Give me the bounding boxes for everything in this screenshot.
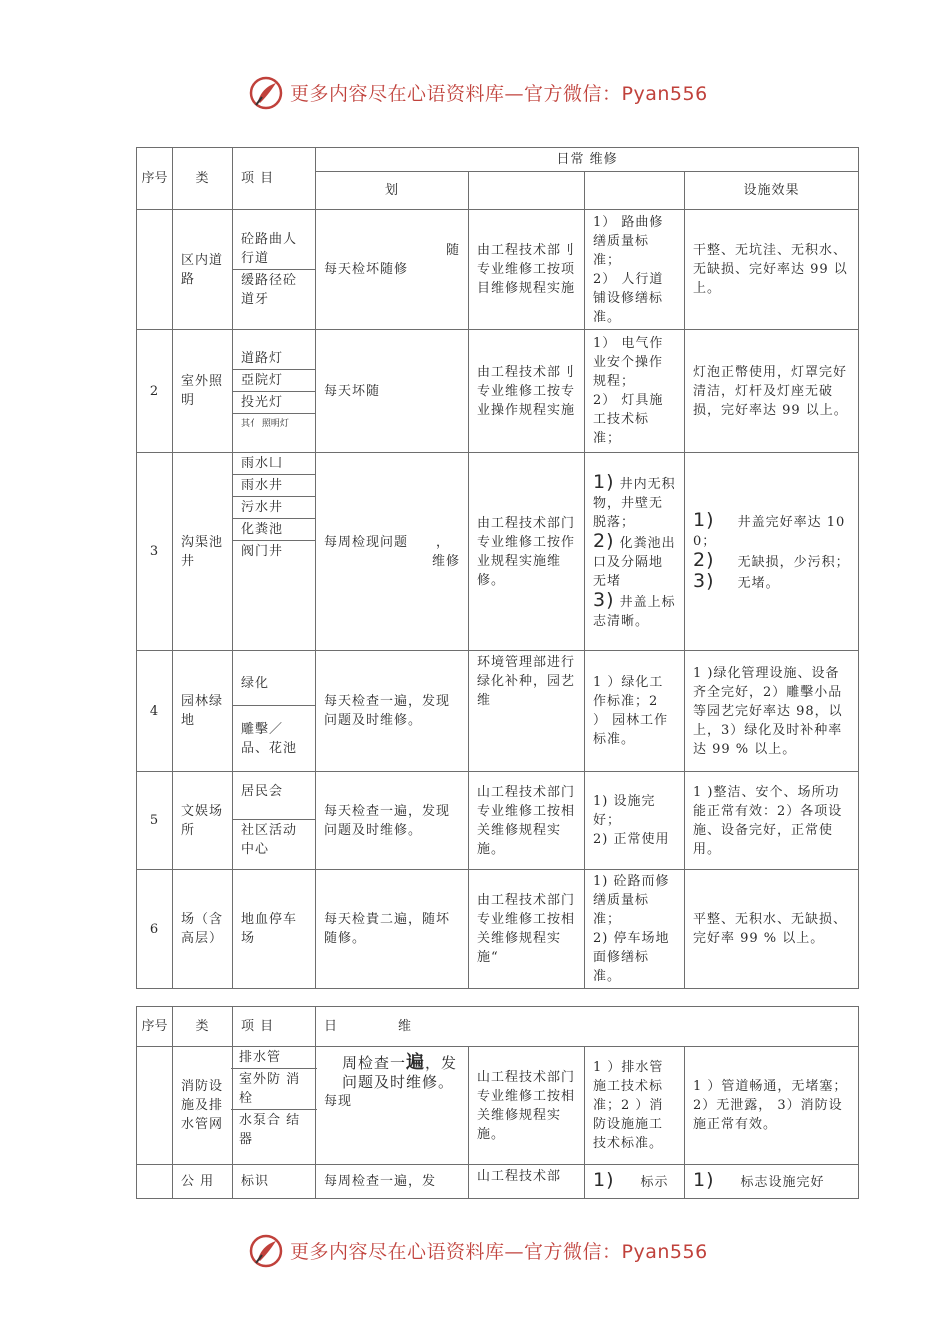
row-item: 雕擊／品、花池 — [241, 722, 298, 756]
row-dept: 山工程技术部门专业维修工按相关维修规程实施。 — [469, 772, 585, 870]
row-item: 污水井 — [233, 497, 315, 519]
row-items — [233, 870, 316, 989]
header-item: 项 目 — [233, 1007, 316, 1047]
row-seq — [137, 1165, 173, 1199]
row-effect: 1 )绿化管理设施、设备齐全完好，2）雕擊小品等园艺完好率达 98，以上，3）绿化及时补种率达 99 % 以上。 — [685, 651, 859, 772]
table-header-row — [137, 148, 859, 172]
header-standard — [585, 172, 685, 210]
row-item: 其亻 照明灯 — [241, 418, 289, 429]
row-category: 消防设施及排水管网 — [173, 1047, 233, 1165]
row-item: 化粪池 — [233, 519, 315, 541]
row-plan: 每天检貴二遍，随坏随修。 — [316, 870, 469, 989]
row-item: 道路灯 — [233, 348, 315, 370]
row-items — [233, 330, 316, 453]
row-standard: 1) 标示 — [585, 1165, 685, 1199]
watermark-banner-top — [0, 72, 950, 116]
row-effect: 干整、无坑洼、无积水、无缺损、完好率达 99 以上。 — [685, 210, 859, 330]
row-standard: 1 ）绿化工作标准；2 ） 园林工作标准。 — [585, 651, 685, 772]
row-plan: 每天检查一遍，发现问题及时维修。 — [316, 651, 469, 772]
row-dept: 由工程技术部刂专业维修工按专业操作规程实施 — [469, 330, 585, 453]
header-group: 日常 维修 — [316, 148, 859, 172]
row-plan: 每周检现问题 ， 维修 — [316, 453, 469, 651]
row-seq — [137, 210, 173, 330]
row-seq — [137, 1047, 173, 1165]
row-item: 投光灯 — [233, 392, 315, 414]
watermark-text: 更多内容尽在心语资料库—官方微信：Pyan556 — [290, 1241, 708, 1263]
row-items — [233, 772, 316, 870]
row-item: 标识 — [241, 1174, 270, 1189]
table-row — [137, 210, 859, 330]
row-items — [233, 1165, 316, 1199]
row-item: 社区活动中心 — [241, 823, 298, 857]
row-category: 公 用 — [173, 1165, 233, 1199]
row-effect: 1 )整洁、安个、场所功能正常有效：2）各项设施、设备完好，正常使用。 — [685, 772, 859, 870]
row-item: 缓路径砼道牙 — [241, 273, 298, 307]
row-dept: 山工程技术部 — [469, 1165, 585, 1199]
row-item: 居民会 — [233, 781, 315, 820]
row-item: 雨水凵 — [233, 453, 315, 475]
brand-logo-icon — [248, 75, 284, 111]
row-items — [233, 651, 316, 772]
row-plan: 每天坏随 — [316, 330, 469, 453]
row-category: 沟渠池井 — [173, 453, 233, 651]
row-dept: 山工程技术部门专业维修工按相关维修规程实施。 — [469, 1047, 585, 1165]
row-items — [233, 1047, 316, 1165]
row-seq: 6 — [137, 870, 173, 989]
row-item: 室外防 消栓 — [231, 1069, 317, 1110]
table-row — [137, 453, 859, 651]
row-category: 区内道路 — [173, 210, 233, 330]
maintenance-table-2 — [136, 1006, 859, 1199]
header-group: 日 维 — [316, 1007, 859, 1047]
row-category: 场（含高层） — [173, 870, 233, 989]
watermark-text: 更多内容尽在心语资料库—官方微信：Pyan556 — [290, 83, 708, 105]
row-item: 亞院灯 — [233, 370, 315, 392]
row-dept: 由工程技术部门专业维修工按相关维修规程实施“ — [469, 870, 585, 989]
maintenance-table-1 — [136, 147, 859, 989]
table-row — [137, 330, 859, 453]
row-standard: 1) 井内无积物，井壁无脱落； 2) 化粪池出口及分隔地无堵 3) 井盖上标志清晰。 — [585, 453, 685, 651]
row-category: 园林绿地 — [173, 651, 233, 772]
brand-logo-icon — [248, 1233, 284, 1269]
row-effect: 1) 井盖完好率达 100； 2) 无缺损，少污积； 3) 无堵。 — [685, 453, 859, 651]
header-category: 类 — [173, 1007, 233, 1047]
row-standard: 1） 电气作业安个操作规程； 2） 灯具施工技术标准； — [585, 330, 685, 453]
row-plan: 每天检查一遍，发现问题及时维修。 — [316, 772, 469, 870]
row-seq: 4 — [137, 651, 173, 772]
header-dept — [469, 172, 585, 210]
header-effect: 设施效果 — [685, 172, 859, 210]
row-standard: 1) 砼路而修缮质量标准； 2) 停车场地面修缮标准。 — [585, 870, 685, 989]
table-row — [137, 772, 859, 870]
row-effect: 1) 标志设施完好 — [685, 1165, 859, 1199]
row-item: 阀门井 — [241, 544, 284, 559]
row-seq: 2 — [137, 330, 173, 453]
row-item: 砼路曲人行道 — [233, 229, 315, 270]
row-seq: 3 — [137, 453, 173, 651]
table-row — [137, 1047, 859, 1165]
table-row — [137, 1165, 859, 1199]
row-item: 排水管 — [231, 1047, 317, 1069]
table-row — [137, 651, 859, 772]
row-plan: 每周检查一遍，发 — [316, 1165, 469, 1199]
row-effect: 平整、无积水、无缺损、完好率 99 % 以上。 — [685, 870, 859, 989]
watermark-banner-bottom — [0, 1230, 950, 1274]
header-seq: 序号 — [137, 148, 173, 210]
row-effect: 灯泡正幣使用，灯罩完好清洁，灯杆及灯座无破损，完好率达 99 以上。 — [685, 330, 859, 453]
table-header-row — [137, 1007, 859, 1047]
row-item: 水泵合 结器 — [239, 1113, 301, 1147]
row-plan: 随 每天检坏随修 — [316, 210, 469, 330]
row-dept: 由工程技术部刂专业维修工按项目维修规程实施 — [469, 210, 585, 330]
table-row — [137, 870, 859, 989]
row-plan: 周检查一遍，发问题及时维修。 每现 — [316, 1047, 469, 1165]
row-effect: 1 ）管道畅通，无堵塞； 2）无泄露， 3）消防设施正常有效。 — [685, 1047, 859, 1165]
row-items — [233, 453, 316, 651]
row-item: 雨水井 — [233, 475, 315, 497]
row-item: 地血停车场 — [241, 912, 298, 946]
row-seq: 5 — [137, 772, 173, 870]
row-category: 文娱场所 — [173, 772, 233, 870]
row-category: 室外照明 — [173, 330, 233, 453]
row-standard: 1 ）排水管施工技术标准；2 ）消防设施施工技术标准。 — [585, 1047, 685, 1165]
header-item: 项 目 — [233, 148, 316, 210]
row-items — [233, 210, 316, 330]
row-standard: 1） 路曲修缮质量标准； 2） 人行道铺设修缮标准。 — [585, 210, 685, 330]
header-plan: 划 — [316, 172, 469, 210]
header-seq: 序号 — [137, 1007, 173, 1047]
row-standard: 1) 设施完好； 2) 正常使用 — [585, 772, 685, 870]
row-item: 绿化 — [233, 663, 315, 706]
row-dept: 环境管理部进行绿化补种，园艺维 — [469, 651, 585, 772]
header-category: 类 — [173, 148, 233, 210]
row-dept: 由工程技术部门专业维修工按作业规程实施维修。 — [469, 453, 585, 651]
